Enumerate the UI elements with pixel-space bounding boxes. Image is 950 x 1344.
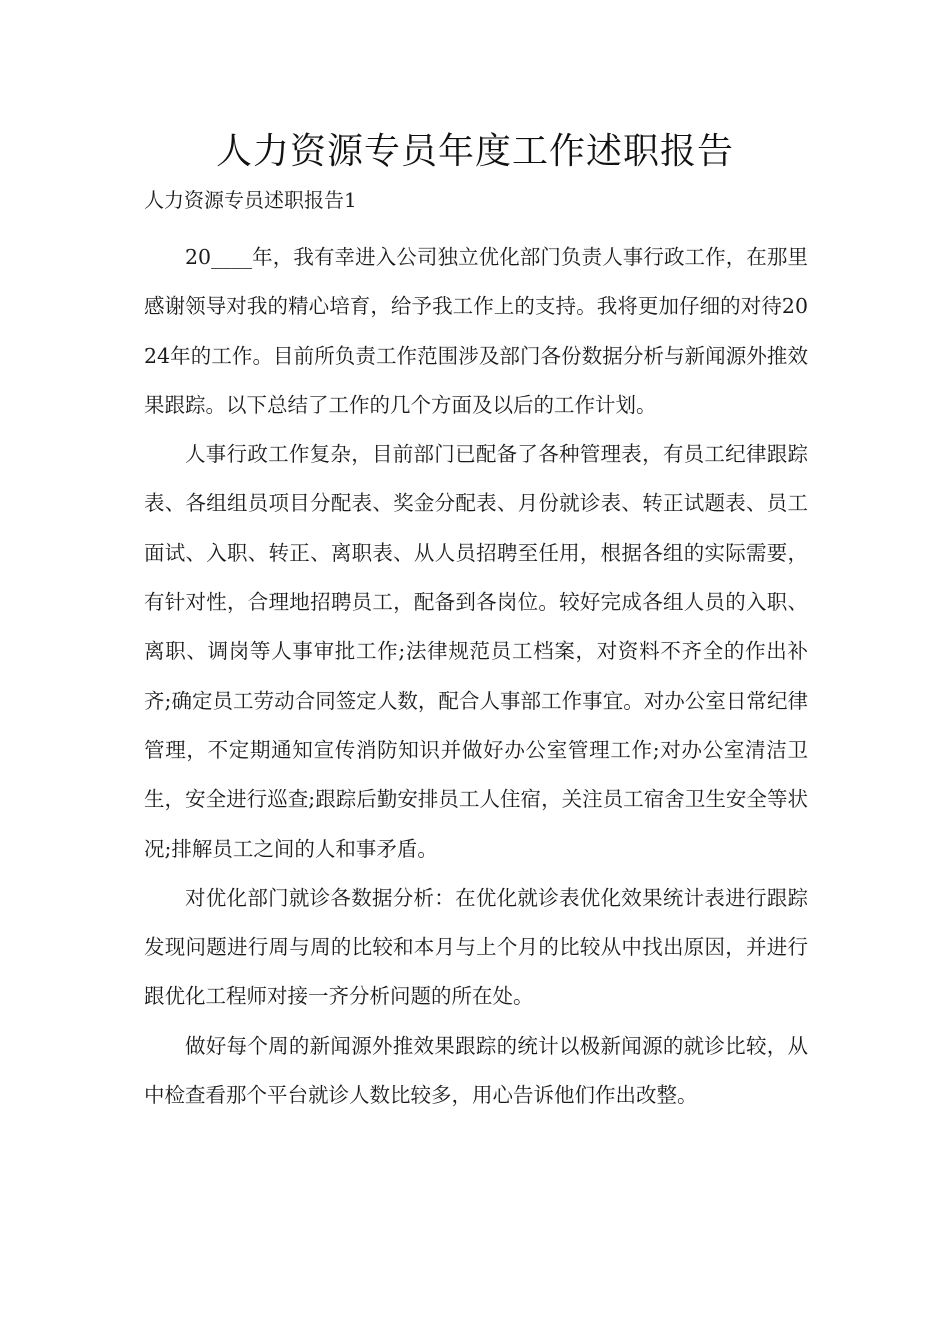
paragraph: 人事行政工作复杂，目前部门已配备了各种管理表，有员工纪律跟踪表、各组组员项目分配表、奖金分配表、月份就诊表、转正试题表、员工面试、入职、转正、离职表、从人员招聘至任用，根据各组的实际需要，有针对性，合理地招聘员工，配备到各岗位。较好完成各组人员的入职、离职、调岗等人事审批工作;法律规范员工档案，对资料不齐全的作出补齐;确定员工劳动合同签定人数，配合人事部工作事宜。对办公室日常纪律管理，不定期通知宣传消防知识并做好办公室管理工作;对办公室清洁卫生，安全进行巡查;跟踪后勤安排员工人住宿，关注员工宿舍卫生安全等状况;排解员工之间的人和事矛盾。 xyxy=(144,442,808,861)
paragraph: 对优化部门就诊各数据分析：在优化就诊表优化效果统计表进行跟踪发现问题进行周与周的比较和本月与上个月的比较从中找出原因，并进行跟优化工程师对接一齐分析问题的所在处。 xyxy=(144,885,808,1009)
paragraph: 做好每个周的新闻源外推效果跟踪的统计以极新闻源的就诊比较，从中检查看那个平台就诊人数比较多，用心告诉他们作出改整。 xyxy=(144,1033,808,1108)
paragraph: 20____年，我有幸进入公司独立优化部门负责人事行政工作，在那里感谢领导对我的精心培育，给予我工作上的支持。我将更加仔细的对待2024年的工作。目前所负责工作范围涉及部门各份数据分析与新闻源外推效果跟踪。以下总结了工作的几个方面及以后的工作计划。 xyxy=(144,245,808,417)
document-title: 人力资源专员年度工作述职报告 xyxy=(215,131,734,172)
document-body xyxy=(144,233,808,1120)
document-subtitle: 人力资源专员述职报告1 xyxy=(144,188,357,212)
